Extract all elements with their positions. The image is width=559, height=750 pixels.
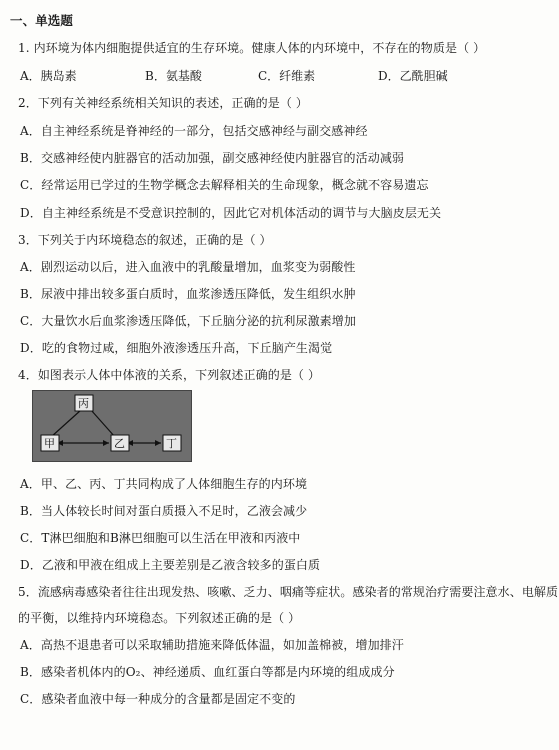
question-5-option-b[interactable]: B．感染者机体内的O₂、神经递质、血红蛋白等都是内环境的组成成分 (20, 665, 395, 679)
question-2-stem: 2．下列有关神经系统相关知识的表述，正确的是（ ） (18, 96, 308, 110)
question-2-option-c[interactable]: C．经常运用已学过的生物学概念去解释相关的生命现象，概念就不容易遗忘 (20, 178, 429, 192)
question-5-option-a[interactable]: A．高热不退患者可以采取辅助措施来降低体温，如加盖棉被，增加排汗 (20, 638, 404, 652)
question-1-option-b[interactable]: B．氨基酸 (145, 69, 202, 83)
question-4-stem: 4．如图表示人体中体液的关系，下列叙述正确的是（ ） (18, 368, 321, 382)
question-4-option-a[interactable]: A．甲、乙、丙、丁共同构成了人体细胞生存的内环境 (20, 477, 308, 491)
question-5-stem-line-1: 5．流感病毒感染者往往出现发热、咳嗽、乏力、咽痛等症状。感染者的常规治疗需要注意水、电解质 (18, 585, 559, 599)
question-5-stem-line-2: 的平衡，以维持内环境稳态。下列叙述正确的是（ ） (18, 611, 301, 625)
question-4-option-b[interactable]: B．当人体较长时间对蛋白质摄入不足时，乙液会减少 (20, 504, 308, 518)
question-1-stem: 1. 内环境为体内细胞提供适宜的生存环境。健康人体的内环境中，不存在的物质是（ ） (18, 41, 486, 55)
question-4-option-d[interactable]: D．乙液和甲液在组成上主要差别是乙液含较多的蛋白质 (20, 558, 321, 572)
question-1-option-a[interactable]: A．胰岛素 (20, 69, 77, 83)
question-5-option-c[interactable]: C．感染者血液中每一种成分的含量都是固定不变的 (20, 692, 296, 706)
question-2-option-d[interactable]: D．自主神经系统是不受意识控制的，因此它对机体活动的调节与大脑皮层无关 (20, 206, 442, 220)
node-label-bing: 丙 (78, 397, 89, 410)
question-1-option-d[interactable]: D．乙酰胆碱 (378, 69, 448, 83)
arrow-bing-yi (91, 410, 115, 437)
question-2-option-b[interactable]: B．交感神经使内脏器官的活动加强，副交感神经使内脏器官的活动减弱 (20, 151, 405, 165)
body-fluid-diagram (32, 390, 192, 462)
question-3-option-c[interactable]: C．大量饮水后血浆渗透压降低，下丘脑分泌的抗利尿激素增加 (20, 314, 356, 328)
arrow-bing-jia (51, 410, 81, 437)
question-1-option-c[interactable]: C．纤维素 (258, 69, 316, 83)
question-3-option-a[interactable]: A．剧烈运动以后，进入血液中的乳酸量增加，血浆变为弱酸性 (20, 260, 356, 274)
question-4-option-c[interactable]: C．T淋巴细胞和B淋巴细胞可以生活在甲液和丙液中 (20, 531, 301, 545)
question-2-option-a[interactable]: A．自主神经系统是脊神经的一部分，包括交感神经与副交感神经 (20, 124, 368, 138)
node-label-jia: 甲 (44, 437, 55, 450)
node-label-yi: 乙 (114, 437, 125, 450)
question-3-option-d[interactable]: D．吃的食物过咸，细胞外液渗透压升高，下丘脑产生渴觉 (20, 341, 333, 355)
question-3-option-b[interactable]: B．尿液中排出较多蛋白质时，血浆渗透压降低，发生组织水肿 (20, 287, 356, 301)
node-label-ding: 丁 (166, 437, 177, 450)
body-fluid-diagram-svg (33, 391, 191, 461)
arrowhead-ding (155, 440, 161, 446)
section-title: 一、单选题 (10, 13, 74, 28)
question-1-options (0, 69, 559, 83)
arrowhead-yi (103, 440, 109, 446)
question-3-stem: 3．下列关于内环境稳态的叙述，正确的是（ ） (18, 233, 272, 247)
